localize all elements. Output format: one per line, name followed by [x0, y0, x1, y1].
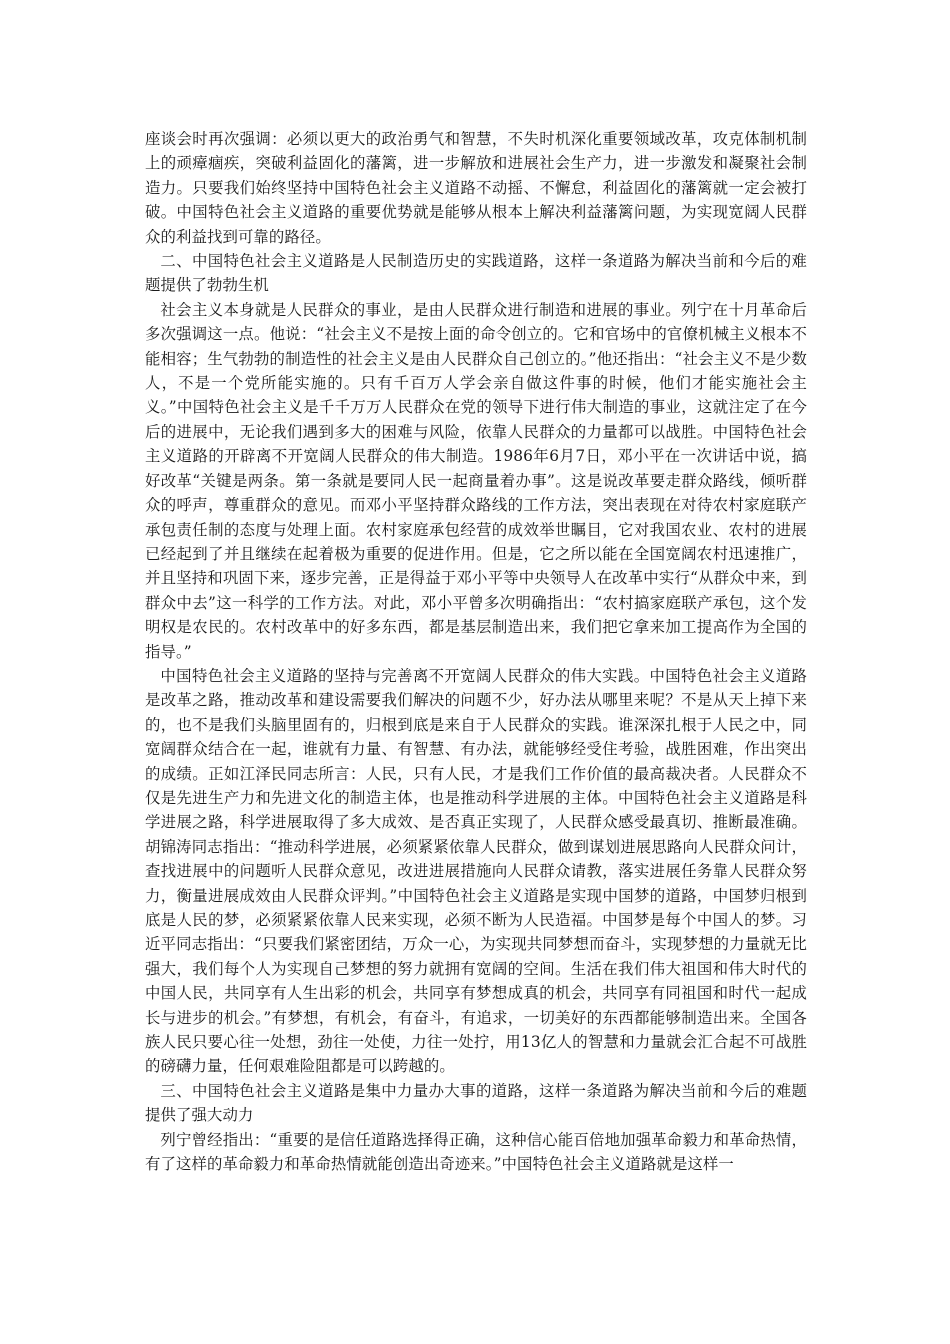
paragraph-3: 社会主义本身就是人民群众的事业，是由人民群众进行制造和进展的事业。列宁在十月革命后多次强调这一点。他说：“社会主义不是按上面的命令创立的。它和官场中的官僚机械主义根本不能相容；生气勃勃的制造性的社会主义是由人民群众自己创立的。”他还指出：“社会主义不是少数人，不是一个党所能实施的。只有千百万人学会亲自做这件事的时候，他们才能实施社会主义。”中国特色社会主义是千千万万人民群众在党的领导下进行伟大制造的事业，这就注定了在今后的进展中，无论我们遇到多大的困难与风险，依靠人民群众的力量都可以战胜。中国特色社会主义道路的开辟离不开宽阔人民群众的伟大制造。1986年6月7日，邓小平在一次讲话中说，搞好改革“关键是两条。第一条就是要同人民一起商量着办事”。这是说改革要走群众路线，倾听群众的呼声，尊重群众的意见。而邓小平坚持群众路线的工作方法，突出表现在对待农村家庭联产承包责任制的态度与处理上面。农村家庭承包经营的成效举世瞩目，它对我国农业、农村的进展已经起到了并且继续在起着极为重要的促进作用。但是，它之所以能在全国宽阔农村迅速推广，并且坚持和巩固下来，逐步完善，正是得益于邓小平等中央领导人在改革中实行“从群众中来，到群众中去”这一科学的工作方法。对此，邓小平曾多次明确指出：“农村搞家庭联产承包，这个发明权是农民的。农村改革中的好多东西，都是基层制造出来，我们把它拿来加工提高作为全国的指导。”	[145, 300, 807, 661]
paragraph-6: 列宁曾经指出：“重要的是信任道路选择得正确，这种信心能百倍地加强革命毅力和革命热情，有了这样的革命毅力和革命热情就能创造出奇迹来。”中国特色社会主义道路就是这样一	[145, 1130, 807, 1174]
document-body	[145, 127, 807, 1176]
paragraph-4: 中国特色社会主义道路的坚持与完善离不开宽阔人民群众的伟大实践。中国特色社会主义道路是改革之路，推动改革和建设需要我们解决的问题不少，好办法从哪里来呢？不是从天上掉下来的，也不是我们头脑里固有的，归根到底是来自于人民群众的实践。谁深深扎根于人民之中，同宽阔群众结合在一起，谁就有力量、有智慧、有办法，就能够经受住考验，战胜困难，作出突出的成绩。正如江泽民同志所言：人民，只有人民，才是我们工作价值的最高裁决者。人民群众不仅是先进生产力和先进文化的制造主体，也是推动科学进展的主体。中国特色社会主义道路是科学进展之路，科学进展取得了多大成效、是否真正实现了，人民群众感受最真切、推断最准确。胡锦涛同志指出：“推动科学进展，必须紧紧依靠人民群众，做到谋划进展思路向人民群众问计，查找进展中的问题听人民群众意见，改进进展措施向人民群众请教，落实进展任务靠人民群众努力，衡量进展成效由人民群众评判。”中国特色社会主义道路是实现中国梦的道路，中国梦归根到底是人民的梦，必须紧紧依靠人民来实现，必须不断为人民造福。中国梦是每个中国人的梦。习近平同志指出：“只要我们紧密团结，万众一心，为实现共同梦想而奋斗，实现梦想的力量就无比强大，我们每个人为实现自己梦想的努力就拥有宽阔的空间。生活在我们伟大祖国和伟大时代的中国人民，共同享有人生出彩的机会，共同享有梦想成真的机会，共同享有同祖国和时代一起成长与进步的机会。”有梦想，有机会，有奋斗，有追求，一切美好的东西都能够制造出来。全国各族人民只要心往一处想，劲往一处使，力往一处拧，用13亿人的智慧和力量就会汇合起不可战胜的磅礴力量，任何艰难险阻都是可以跨越的。	[145, 666, 807, 1076]
section-heading-2: 二、中国特色社会主义道路是人民制造历史的实践道路，这样一条道路为解决当前和今后的难题提供了勃勃生机	[145, 252, 807, 295]
section-heading-3: 三、中国特色社会主义道路是集中力量办大事的道路，这样一条道路为解决当前和今后的难题提供了强大动力	[145, 1081, 807, 1125]
paragraph-1: 座谈会时再次强调：必须以更大的政治勇气和智慧，不失时机深化重要领域改革，攻克体制机制上的顽瘴痼疾，突破利益固化的藩篱，进一步解放和进展社会生产力，进一步激发和凝聚社会制造力。只要我们始终坚持中国特色社会主义道路不动摇、不懈怠，利益固化的藩篱就一定会被打破。中国特色社会主义道路的重要优势就是能够从根本上解决利益藩篱问题，为实现宽阔人民群众的利益找到可靠的路径。	[145, 130, 807, 246]
